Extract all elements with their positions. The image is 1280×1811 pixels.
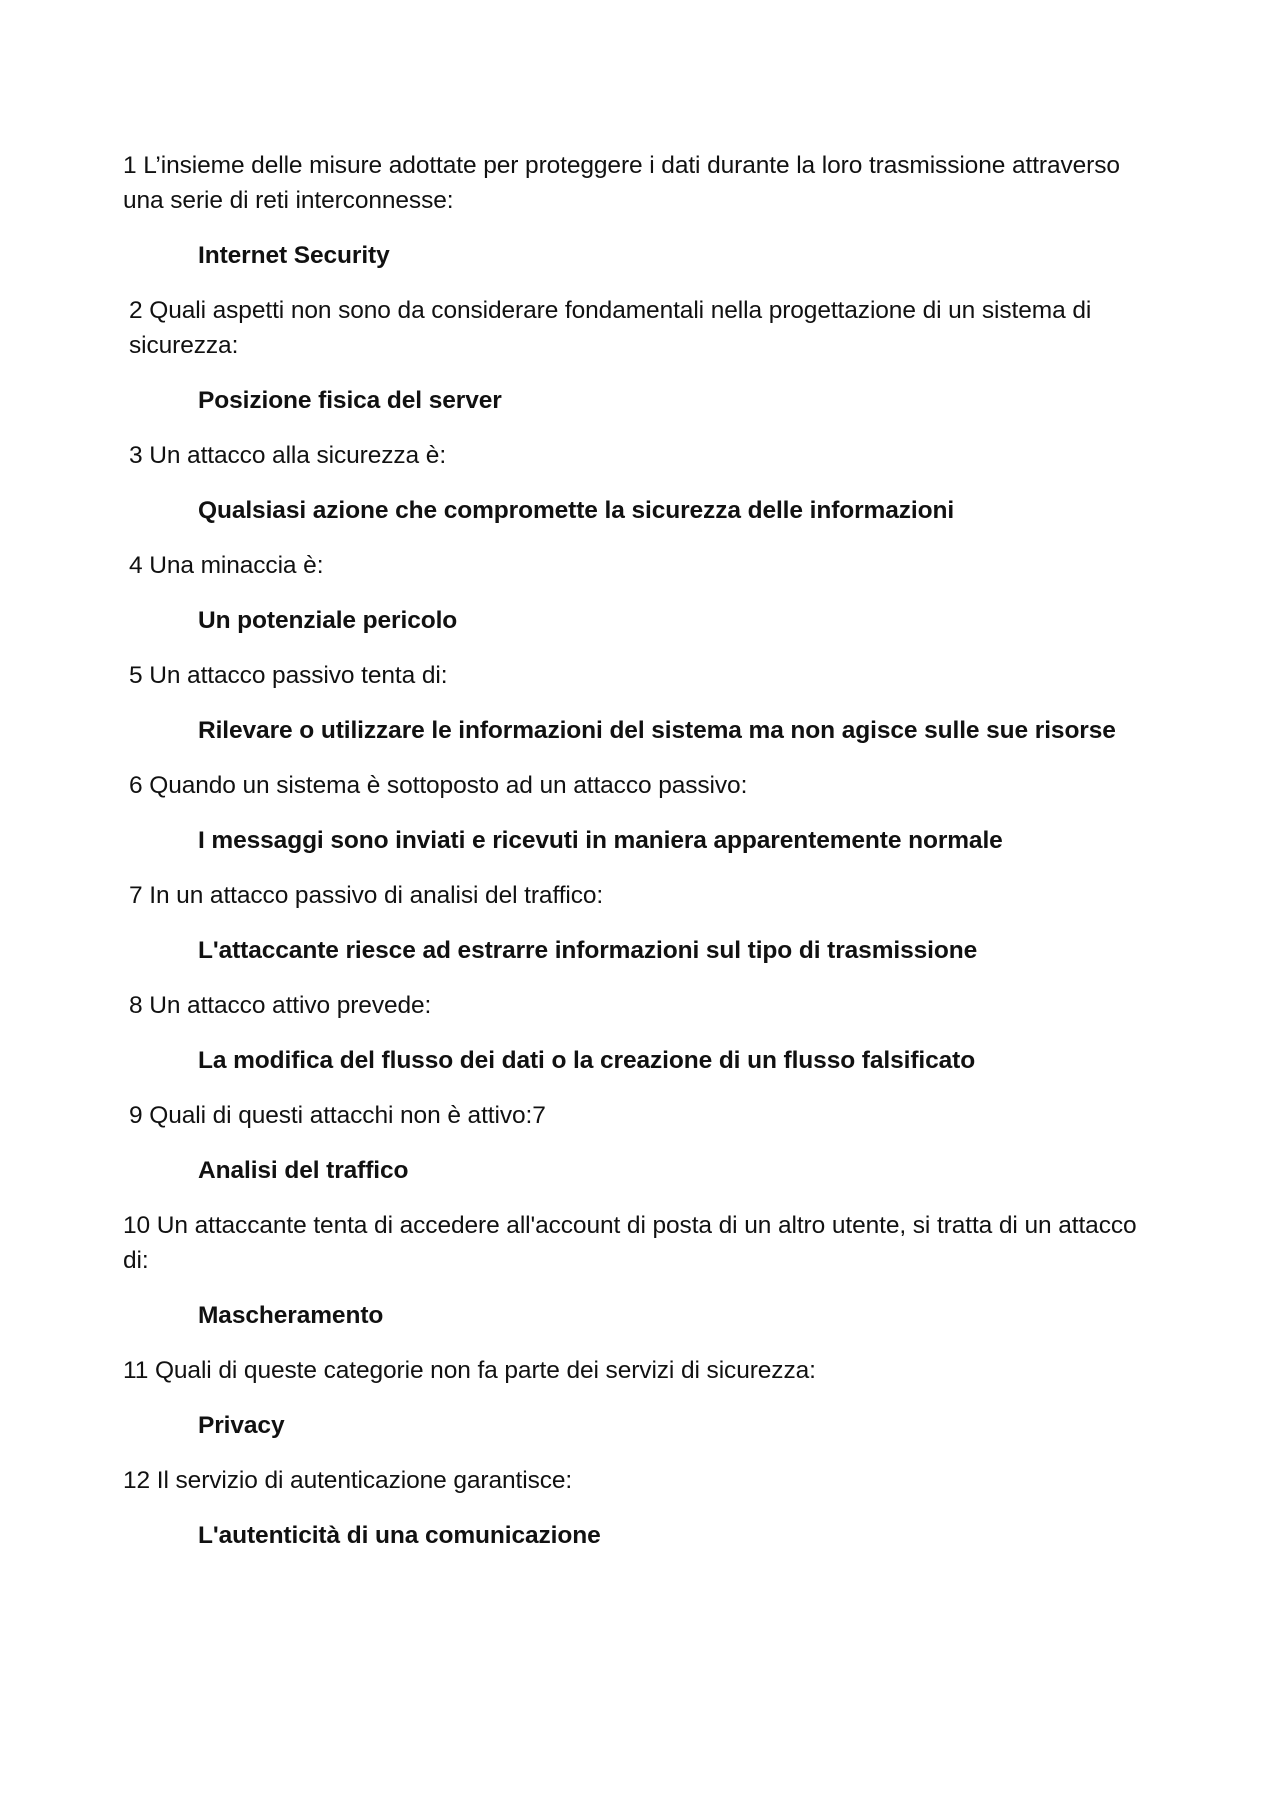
question-1: 1 L’insieme delle misure adottate per proteggere i dati durante la loro trasmissione attraverso una serie di reti interconnesse: [123, 152, 1120, 214]
qa-item-6 [123, 768, 1163, 858]
question-2: 2 Quali aspetti non sono da considerare fondamentali nella progettazione di un sistema di sicurezza: [129, 297, 1092, 359]
question-7: 7 In un attacco passivo di analisi del traffico: [129, 882, 604, 909]
qa-item-5 [123, 658, 1163, 748]
question-4: 4 Una minaccia è: [129, 552, 324, 579]
question-9: 9 Quali di questi attacchi non è attivo:7 [129, 1102, 546, 1129]
answer-7: L'attaccante riesce ad estrarre informazioni sul tipo di trasmissione [198, 937, 978, 964]
qa-item-10 [123, 1208, 1163, 1333]
answer-8: La modifica del flusso dei dati o la creazione di un flusso falsificato [198, 1047, 976, 1074]
question-10: 10 Un attaccante tenta di accedere all'account di posta di un altro utente, si tratta di un attacco di: [123, 1212, 1137, 1274]
answer-10: Mascheramento [198, 1302, 384, 1329]
question-12: 12 Il servizio di autenticazione garantisce: [123, 1467, 573, 1494]
question-11: 11 Quali di queste categorie non fa parte dei servizi di sicurezza: [123, 1357, 816, 1384]
qa-item-1 [123, 148, 1163, 273]
question-8: 8 Un attacco attivo prevede: [129, 992, 432, 1019]
qa-item-4 [123, 548, 1163, 638]
qa-item-11 [123, 1353, 1163, 1443]
document-body [123, 148, 1163, 1573]
qa-item-12 [123, 1463, 1163, 1553]
answer-9: Analisi del traffico [198, 1157, 409, 1184]
qa-item-9 [123, 1098, 1163, 1188]
answer-12: L'autenticità di una comunicazione [198, 1522, 601, 1549]
answer-4: Un potenziale pericolo [198, 607, 458, 634]
qa-item-3 [123, 438, 1163, 528]
answer-2: Posizione fisica del server [198, 387, 502, 414]
question-5: 5 Un attacco passivo tenta di: [129, 662, 448, 689]
qa-item-8 [123, 988, 1163, 1078]
answer-6: I messaggi sono inviati e ricevuti in maniera apparentemente normale [198, 827, 1003, 854]
answer-3: Qualsiasi azione che compromette la sicurezza delle informazioni [198, 497, 955, 524]
answer-11: Privacy [198, 1412, 285, 1439]
answer-1: Internet Security [198, 242, 390, 269]
qa-item-2 [123, 293, 1163, 418]
answer-5: Rilevare o utilizzare le informazioni del sistema ma non agisce sulle sue risorse [198, 717, 1116, 744]
question-6: 6 Quando un sistema è sottoposto ad un attacco passivo: [129, 772, 748, 799]
question-3: 3 Un attacco alla sicurezza è: [129, 442, 447, 469]
qa-item-7 [123, 878, 1163, 968]
